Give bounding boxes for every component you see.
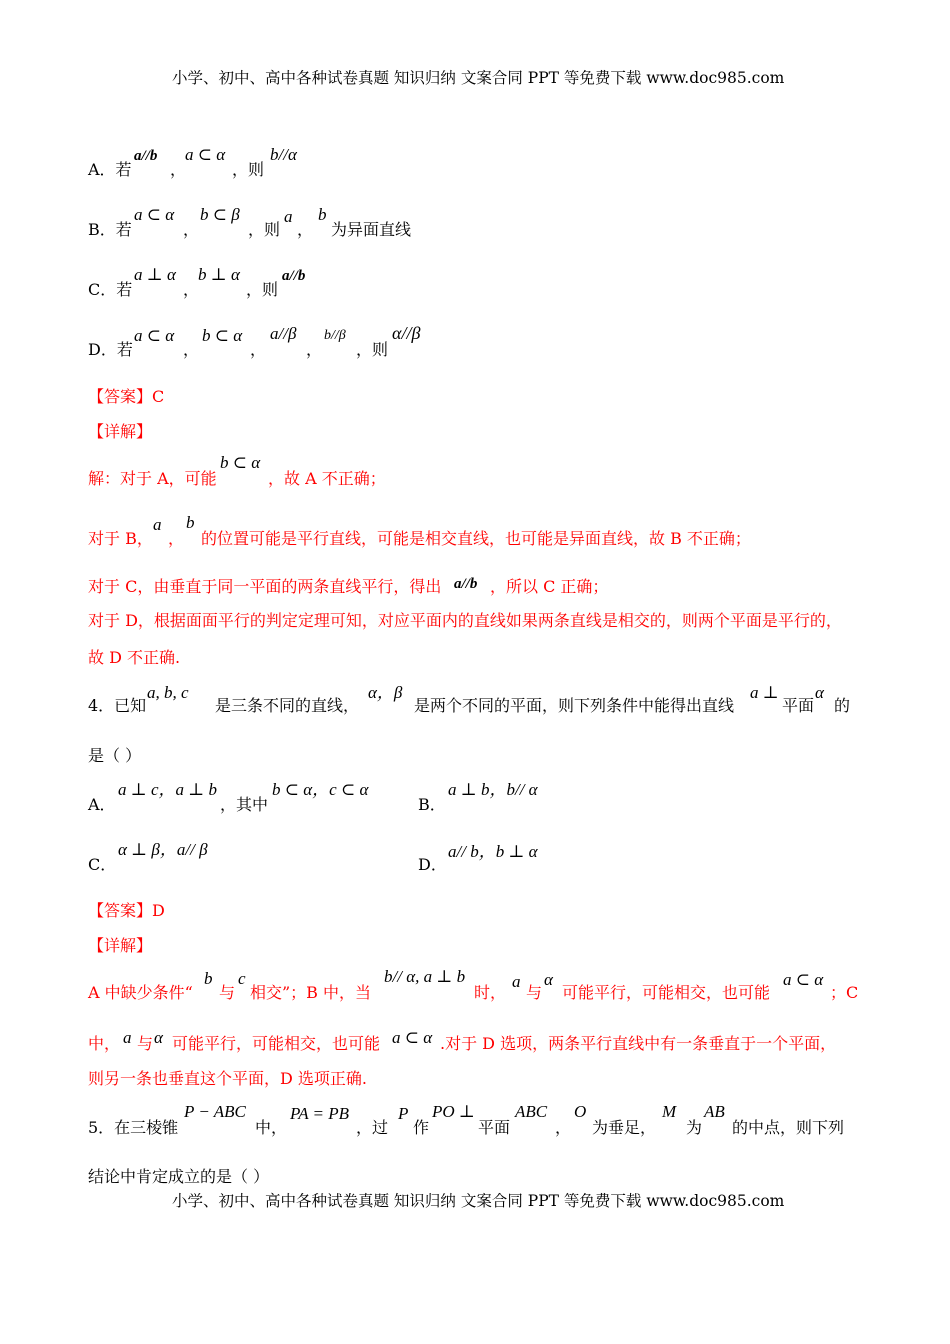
text: 与 xyxy=(219,983,236,1002)
math-expr: O xyxy=(574,1102,587,1121)
text: ，过 xyxy=(356,1118,389,1137)
text: 是两个不同的平面，则下列条件中能得出直线 xyxy=(414,696,735,715)
text-sep: ， xyxy=(306,340,323,359)
math-expr: a xyxy=(123,1028,132,1047)
question-number: 5．在三棱锥 xyxy=(88,1118,179,1137)
text: ， xyxy=(168,529,185,548)
text: 中， xyxy=(255,1118,288,1137)
math-expr: a//b xyxy=(454,576,478,592)
text-sep: ， xyxy=(297,220,314,239)
math-expr: b xyxy=(318,205,327,224)
math-expr: b ⊂ α，c ⊂ α xyxy=(272,780,369,799)
math-expr: a ⊂ α xyxy=(134,326,175,345)
text: 可能平行，可能相交，也可能 xyxy=(172,1034,381,1053)
page-footer: 小学、初中、高中各种试卷真题 知识归纳 文案合同 PPT 等免费下载 www.doc985.com xyxy=(172,1192,785,1210)
q4-stem-line2: 是（ ） xyxy=(88,746,142,765)
detail-label: 【详解】 xyxy=(88,936,153,955)
math-expr: a ⊂ α xyxy=(185,145,226,164)
math-expr: b//α xyxy=(270,145,297,164)
option-b-label: B．若 xyxy=(88,220,132,239)
text: ，其中 xyxy=(220,795,269,814)
math-expr: b// α, a ⊥ b xyxy=(384,967,466,986)
math-expr: ABC xyxy=(515,1102,548,1121)
math-expr: α xyxy=(544,970,553,989)
text: 的中点，则下列 xyxy=(732,1118,845,1137)
math-expr: a xyxy=(512,972,521,991)
text-sep: ，则 xyxy=(232,160,265,179)
text-sep: ， xyxy=(183,280,200,299)
text-sep: ， xyxy=(183,340,200,359)
text-tail: 为异面直线 xyxy=(331,220,412,239)
math-expr: b ⊂ α xyxy=(202,326,243,345)
text: 为垂足， xyxy=(592,1118,657,1137)
math-expr: α，β xyxy=(368,683,403,702)
text: ， xyxy=(555,1118,572,1137)
math-expr: a xyxy=(284,207,293,226)
option-d-label: D． xyxy=(418,855,447,874)
text: 可能平行，可能相交，也可能 xyxy=(562,983,771,1002)
math-expr: P − ABC xyxy=(184,1102,246,1121)
text: A 中缺少条件“ xyxy=(88,983,193,1002)
option-c-label: C． xyxy=(88,855,117,874)
text: 解：对于 A，可能 xyxy=(88,469,217,488)
text: ，所以 C 正确； xyxy=(490,577,609,596)
q3-explanation-5: 故 D 不正确. xyxy=(88,648,181,667)
text-sep: ， xyxy=(183,220,200,239)
q3-explanation-4: 对于 D，根据面面平行的判定定理可知，对应平面内的直线如果两条直线是相交的，则两个平面是平行的， xyxy=(88,611,842,630)
detail-label: 【详解】 xyxy=(88,422,153,441)
option-d-label: D．若 xyxy=(88,340,133,359)
math-expr: a//β xyxy=(270,324,297,343)
text: 平面 xyxy=(782,696,815,715)
text: 为 xyxy=(686,1118,703,1137)
text: 作 xyxy=(413,1118,430,1137)
math-expr: a ⊂ α xyxy=(134,205,175,224)
text: 与 xyxy=(137,1034,154,1053)
math-expr: a ⊥ α xyxy=(134,265,176,284)
math-expr: P xyxy=(398,1104,409,1123)
math-expr: a ⊥ xyxy=(750,683,779,702)
math-expr: a ⊥ c，a ⊥ b xyxy=(118,780,218,799)
math-expr: a ⊂ α xyxy=(783,970,824,989)
option-c-label: C．若 xyxy=(88,280,133,299)
text: 与 xyxy=(526,983,543,1002)
math-expr: a xyxy=(153,515,162,534)
text: 中， xyxy=(88,1034,121,1053)
text-sep: ，则 xyxy=(246,280,279,299)
math-expr: a ⊥ b，b// α xyxy=(448,780,538,799)
math-expr: b ⊥ α xyxy=(198,265,240,284)
math-expr: b//β xyxy=(324,328,346,343)
math-expr: b xyxy=(186,513,195,532)
option-b-label: B． xyxy=(418,795,446,814)
math-expr: b ⊂ α xyxy=(220,453,261,472)
text: ，故 A 不正确； xyxy=(268,469,386,488)
math-expr: a ⊂ α xyxy=(392,1028,433,1047)
text: 对于 C，由垂直于同一平面的两条直线平行，得出 xyxy=(88,577,442,596)
question-number: 4．已知 xyxy=(88,696,147,715)
q4-explanation-3: 则另一条也垂直这个平面，D 选项正确. xyxy=(88,1069,368,1088)
math-expr: PA = PB xyxy=(290,1104,350,1123)
page-header: 小学、初中、高中各种试卷真题 知识归纳 文案合同 PPT 等免费下载 www.doc985.com xyxy=(172,69,785,87)
math-expr: α ⊥ β，a// β xyxy=(118,840,208,859)
math-expr: α//β xyxy=(392,323,421,343)
math-expr: PO ⊥ xyxy=(432,1102,475,1121)
text-sep: ，则 xyxy=(248,220,281,239)
text: 平面 xyxy=(478,1118,511,1137)
math-expr: M xyxy=(662,1102,677,1121)
math-expr: a//b xyxy=(282,268,306,284)
math-expr: a// b，b ⊥ α xyxy=(448,842,538,861)
text: 对于 B， xyxy=(88,529,153,548)
text: .对于 D 选项，两条平行直线中有一条垂直于一个平面， xyxy=(440,1034,837,1053)
text: 时， xyxy=(474,983,507,1002)
math-expr: b xyxy=(204,969,213,988)
option-a-label: A． xyxy=(88,795,116,814)
text-sep: ，则 xyxy=(356,340,389,359)
text: 的位置可能是平行直线，可能是相交直线，也可能是异面直线，故 B 不正确； xyxy=(201,529,751,548)
text: 是三条不同的直线， xyxy=(215,696,360,715)
answer-label: 【答案】D xyxy=(88,901,165,920)
text-sep: ， xyxy=(170,160,187,179)
math-expr: a//b xyxy=(134,148,158,164)
math-expr: a, b, c xyxy=(147,683,189,702)
text-sep: ， xyxy=(250,340,267,359)
math-expr: AB xyxy=(704,1102,725,1121)
answer-label: 【答案】C xyxy=(88,387,165,406)
text: 相交”；B 中，当 xyxy=(250,983,372,1002)
math-expr: α xyxy=(154,1028,163,1047)
math-expr: c xyxy=(238,969,246,988)
text: 的 xyxy=(834,696,851,715)
math-expr: b ⊂ β xyxy=(200,205,240,224)
q5-stem-line2: 结论中肯定成立的是（ ） xyxy=(88,1167,270,1186)
option-a-label: A．若 xyxy=(88,160,132,179)
text: ；C xyxy=(830,983,859,1002)
math-expr: α xyxy=(815,683,824,702)
